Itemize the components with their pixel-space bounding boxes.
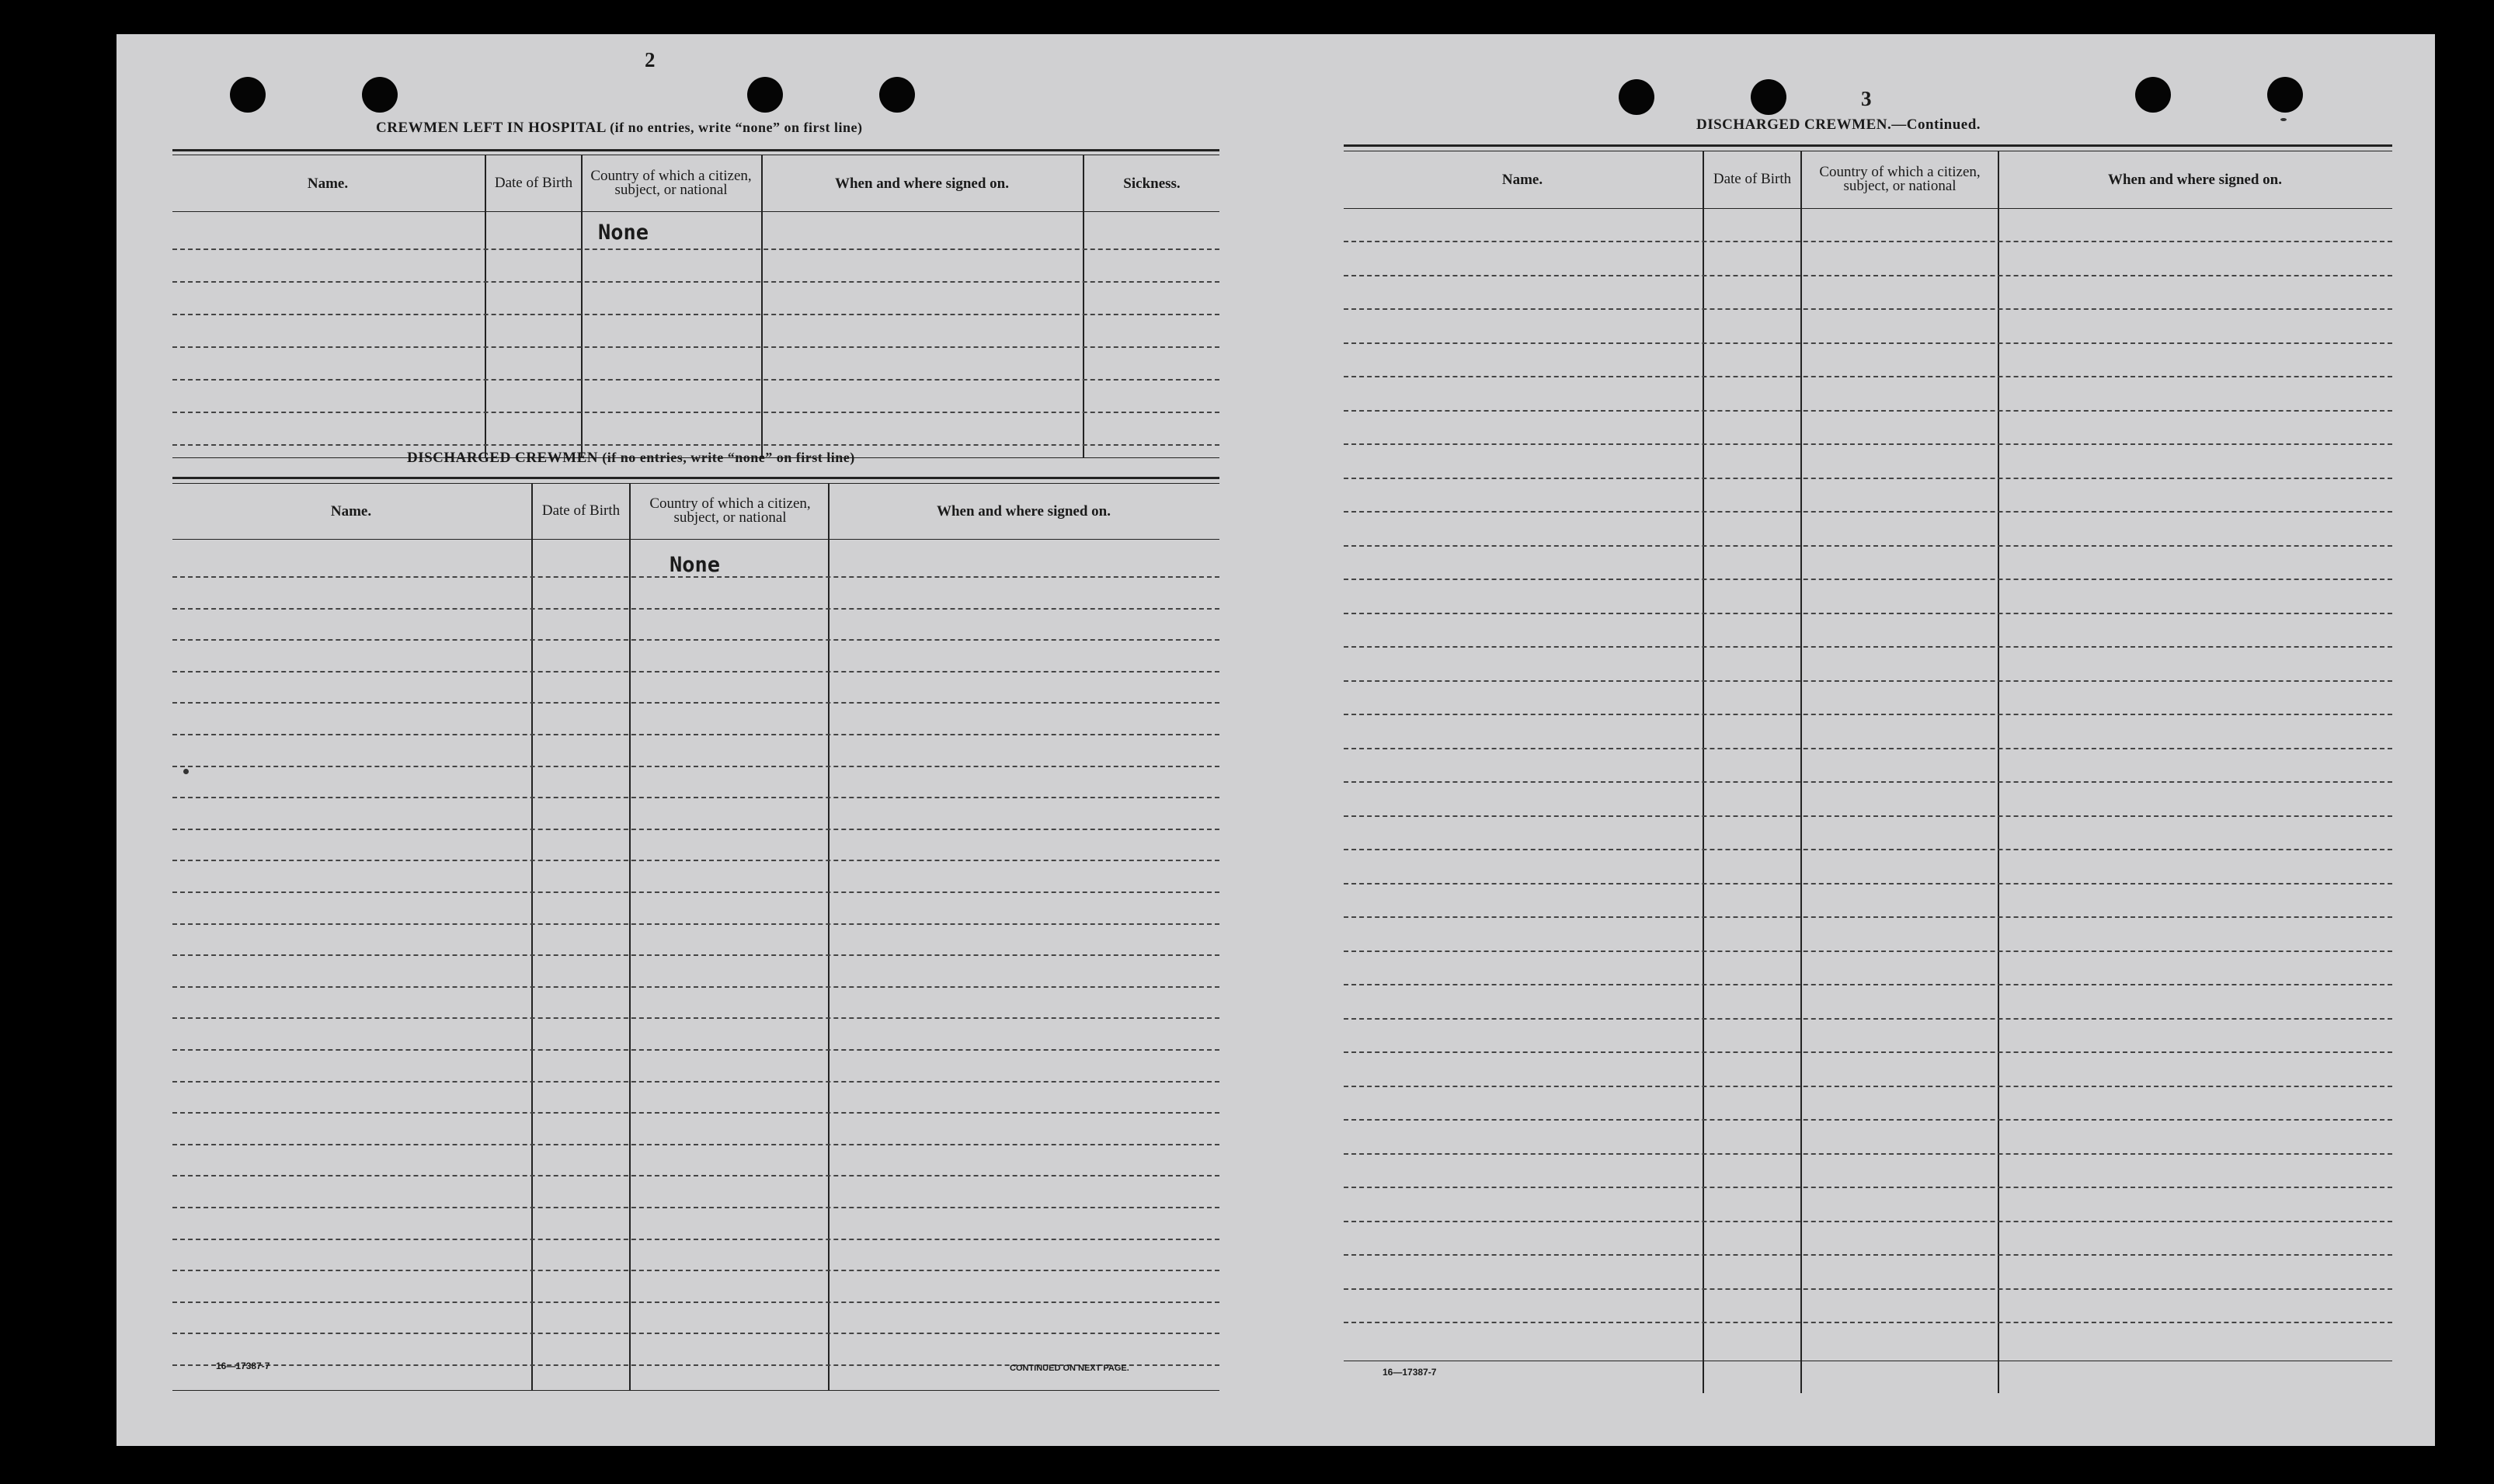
ruled-line (1344, 579, 2392, 580)
form-number-left: 16—17387-7 (216, 1361, 270, 1371)
punch-hole (879, 77, 915, 113)
ruled-line (1344, 410, 2392, 412)
col-header-country: Country of which a citizen, subject, or national (649, 495, 811, 526)
ruled-line (1344, 511, 2392, 513)
ruled-line (1344, 1254, 2392, 1256)
speck (2280, 118, 2287, 121)
ruled-line (172, 412, 1219, 413)
ruled-line (1344, 1288, 2392, 1290)
punch-hole (1619, 79, 1654, 115)
table-rule (1344, 144, 2392, 147)
ruled-line (1344, 1051, 2392, 1053)
col-header-signed-on: When and where signed on. (2107, 171, 2282, 188)
ruled-line (172, 379, 1219, 381)
ruled-line (1344, 883, 2392, 884)
table-rule (172, 149, 1219, 151)
ruled-line (1344, 849, 2392, 850)
ruled-line (172, 1112, 1219, 1114)
col-header-dob: Date of Birth (1713, 171, 1792, 187)
column-divider (531, 483, 533, 1390)
table-rule (172, 211, 1219, 212)
hospital-instruction: (if no entries, write “none” on first line) (610, 120, 863, 135)
ruled-line (172, 891, 1219, 893)
ruled-line (172, 671, 1219, 672)
ruled-line (172, 986, 1219, 988)
ruled-line (1344, 916, 2392, 918)
hospital-section-title (376, 120, 863, 137)
ruled-line (1344, 748, 2392, 749)
ruled-line (172, 346, 1219, 348)
punch-hole (230, 77, 266, 113)
discharged-title-text: DISCHARGED CREWMEN (407, 450, 598, 466)
col-header-name: Name. (330, 502, 372, 520)
ruled-line (1344, 1018, 2392, 1020)
col-header-signed-on: When and where signed on. (834, 175, 1009, 192)
speck (183, 769, 189, 774)
punch-hole (2267, 77, 2303, 113)
ruled-line (172, 1081, 1219, 1083)
table-rule (1344, 208, 2392, 209)
ruled-line (1344, 342, 2392, 344)
ruled-line (172, 444, 1219, 446)
table-rule (172, 477, 1219, 479)
ruled-line (1344, 613, 2392, 614)
ruled-line (1344, 815, 2392, 817)
punch-hole (747, 77, 783, 113)
ruled-line (1344, 1187, 2392, 1188)
ruled-line (1344, 680, 2392, 682)
ruled-line (172, 281, 1219, 283)
form-number-right: 16—17387-7 (1383, 1367, 1437, 1378)
hospital-title-text: CREWMEN LEFT IN HOSPITAL (376, 120, 606, 136)
ruled-line (1344, 478, 2392, 479)
ruled-line (172, 1049, 1219, 1051)
ruled-line (1344, 308, 2392, 310)
ruled-line (1344, 646, 2392, 648)
ruled-line (1344, 443, 2392, 445)
col-header-name: Name. (307, 175, 349, 192)
ruled-line (172, 1239, 1219, 1240)
discharged-section-title (407, 450, 855, 467)
ruled-line (172, 954, 1219, 956)
col-header-country: Country of which a citizen, subject, or national (1819, 164, 1981, 194)
punch-hole (2135, 77, 2171, 113)
ruled-line (172, 1333, 1219, 1334)
column-divider (629, 483, 631, 1390)
ruled-line (172, 797, 1219, 798)
col-header-dob: Date of Birth (494, 175, 573, 191)
ruled-line (172, 1144, 1219, 1145)
ruled-line (172, 1207, 1219, 1208)
discharged-entry: None (670, 553, 721, 577)
ruled-line (172, 1302, 1219, 1303)
table-rule (172, 539, 1219, 540)
ruled-line (172, 314, 1219, 315)
col-header-name: Name. (1501, 171, 1543, 188)
ruled-line (172, 608, 1219, 610)
continued-section-title: DISCHARGED CREWMEN.—Continued. (1696, 116, 1981, 133)
ruled-line (1344, 714, 2392, 715)
ruled-line (172, 923, 1219, 925)
ruled-line (172, 734, 1219, 735)
ruled-line (172, 1175, 1219, 1176)
ruled-line (172, 248, 1219, 250)
ruled-line (1344, 376, 2392, 377)
col-header-sickness: Sickness. (1123, 175, 1181, 192)
form-sheet (117, 34, 2435, 1446)
ruled-line (1344, 781, 2392, 783)
ruled-line (1344, 951, 2392, 952)
column-divider (828, 483, 830, 1390)
col-header-dob: Date of Birth (541, 502, 621, 519)
column-divider (1800, 151, 1802, 1393)
page-number-left: 2 (645, 48, 656, 71)
column-divider (1998, 151, 1999, 1393)
hospital-entry: None (598, 221, 649, 245)
punch-hole (1751, 79, 1786, 115)
page-number-right: 3 (1861, 87, 1872, 110)
table-rule (172, 483, 1219, 484)
ruled-line (1344, 275, 2392, 276)
ruled-line (1344, 1086, 2392, 1087)
ruled-line (1344, 545, 2392, 547)
ruled-line (1344, 984, 2392, 985)
ruled-line (172, 860, 1219, 861)
punch-hole (362, 77, 398, 113)
ruled-line (1344, 1153, 2392, 1155)
ruled-line (1344, 1322, 2392, 1323)
col-header-signed-on: When and where signed on. (936, 502, 1111, 520)
continued-note: CONTINUED ON NEXT PAGE. (1010, 1364, 1129, 1373)
ruled-line (172, 1270, 1219, 1271)
ruled-line (1344, 1221, 2392, 1222)
col-header-country: Country of which a citizen, subject, or national (590, 168, 752, 198)
ruled-line (172, 702, 1219, 704)
ruled-line (172, 766, 1219, 767)
ruled-line (172, 829, 1219, 830)
ruled-line (1344, 241, 2392, 242)
discharged-instruction: (if no entries, write “none” on first line) (602, 450, 855, 465)
ruled-line (172, 1017, 1219, 1019)
ruled-line (172, 639, 1219, 641)
table-rule (172, 1390, 1219, 1391)
column-divider (1703, 151, 1704, 1393)
ruled-line (1344, 1119, 2392, 1121)
